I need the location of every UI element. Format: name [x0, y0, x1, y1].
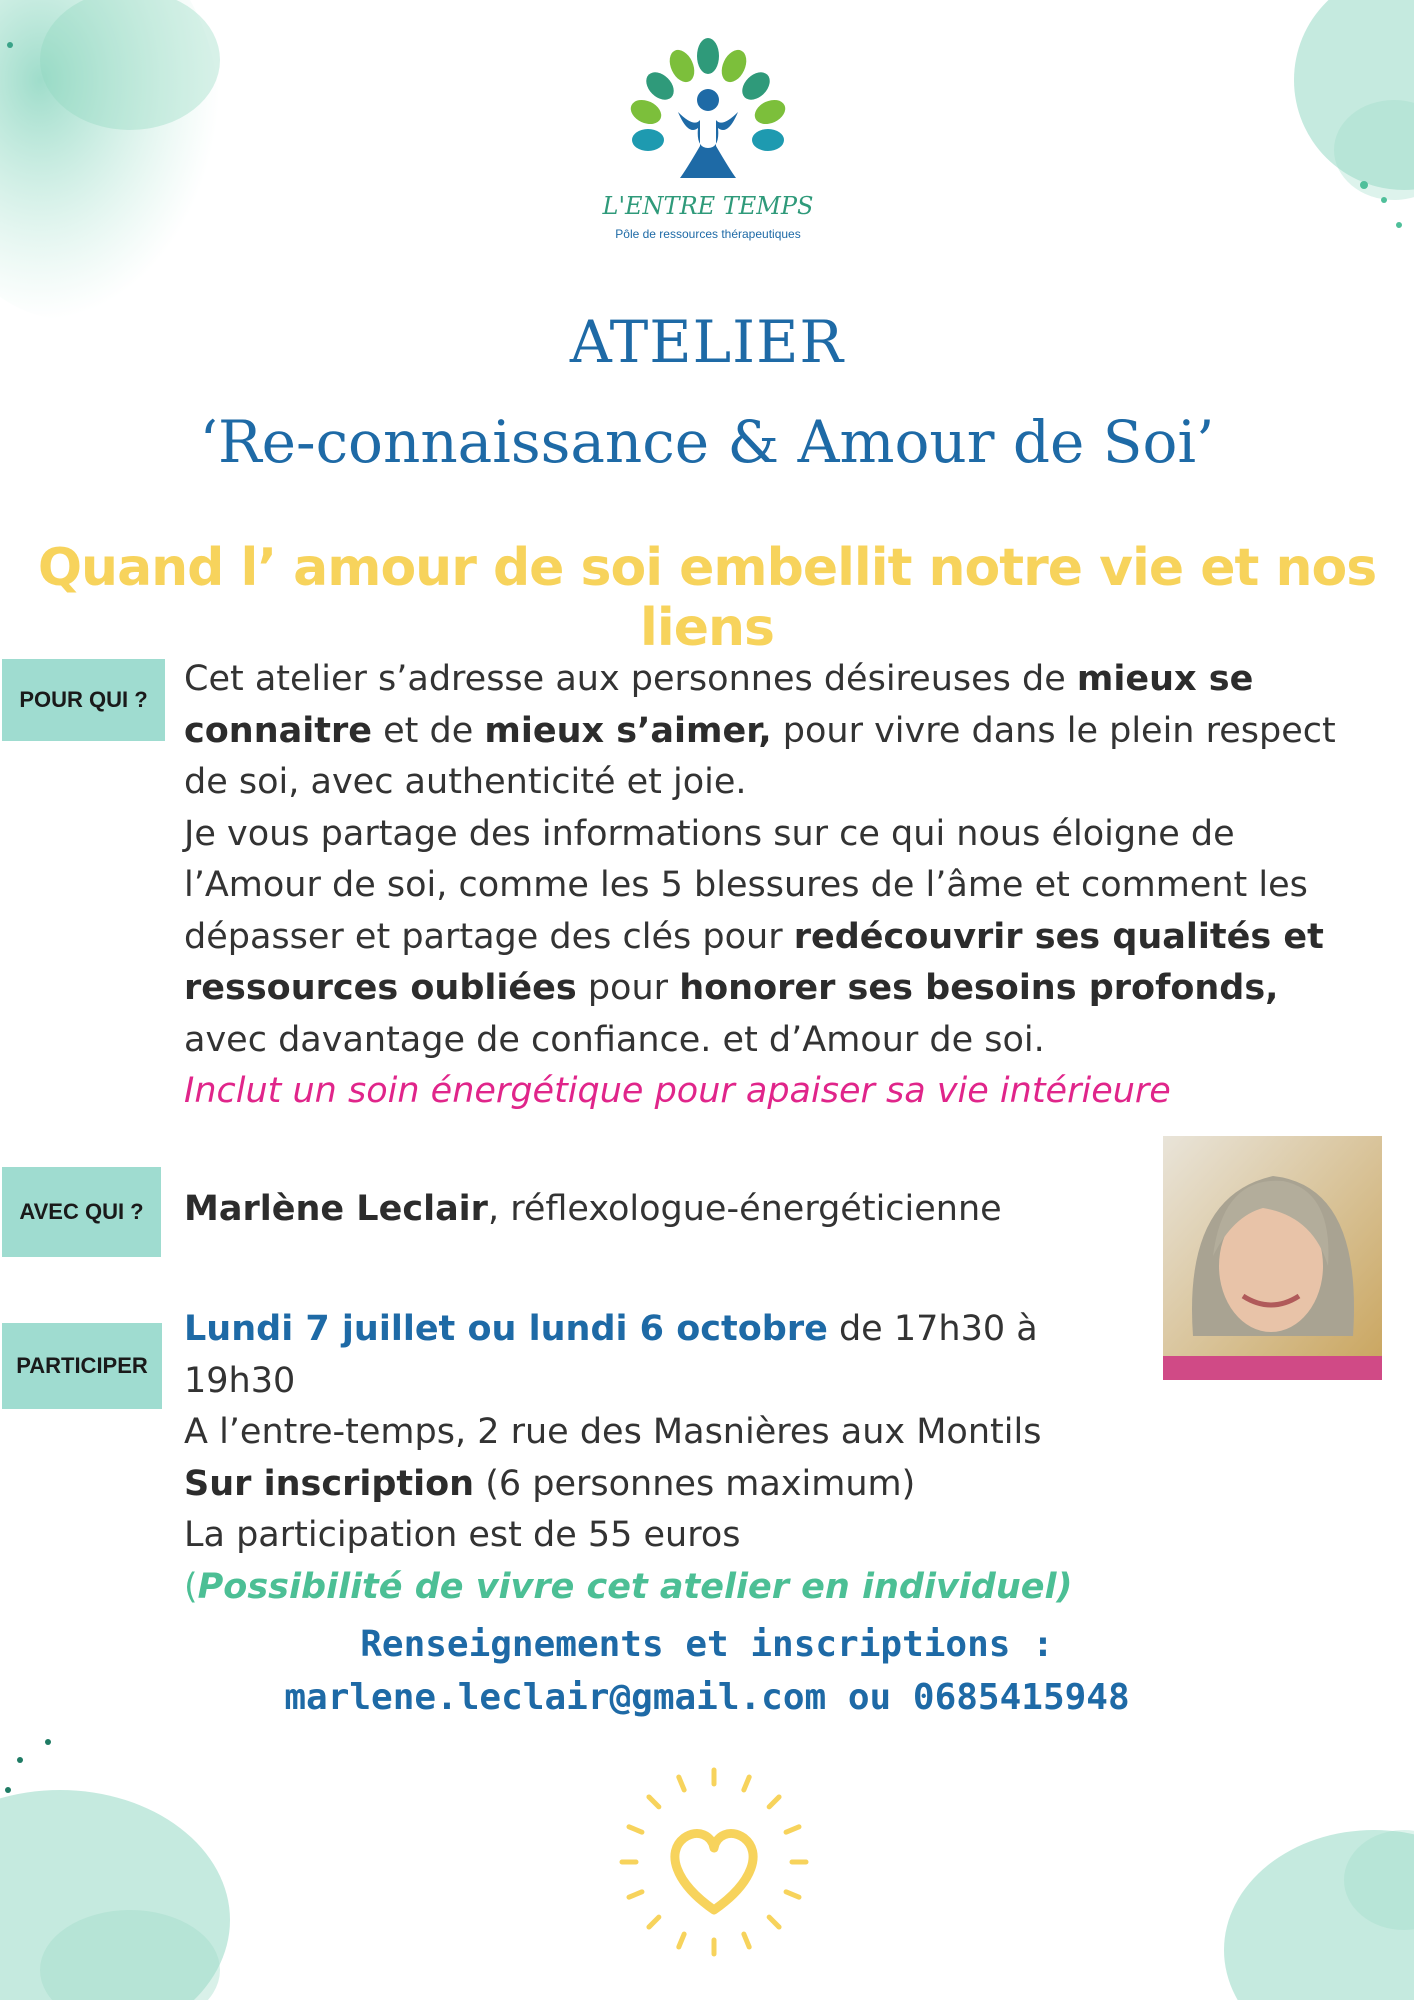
watercolor-splash-top-left	[0, 0, 240, 340]
text: et de	[371, 710, 485, 751]
paren: (	[184, 1566, 198, 1607]
contact-heading: Renseignements et inscriptions :	[360, 1624, 1054, 1665]
heart-ray	[744, 1934, 749, 1947]
individual-option: Possibilité de vivre cet atelier en individuel)	[197, 1566, 1073, 1607]
heart-ray	[786, 1827, 799, 1832]
watercolor-splash-top-right	[1274, 0, 1414, 250]
event-address: A l’entre-temps, 2 rue des Masnières aux Montils	[184, 1412, 1042, 1452]
contact-info	[0, 1618, 1414, 1724]
contact-details[interactable]: marlene.leclair@gmail.com ou 0685415948	[284, 1677, 1130, 1718]
logo-name: L'ENTRE TEMPS	[602, 192, 814, 220]
inscription-details: (6 personnes maximum)	[474, 1463, 916, 1504]
event-time: de 17h30 à 19h30	[184, 1309, 1038, 1401]
avec-qui-description	[184, 1184, 1084, 1236]
bold-text: mieux s’aimer,	[484, 710, 772, 751]
facilitator-role: , réflexologue-énergéticienne	[487, 1189, 1002, 1229]
meditating-figure-icon	[678, 89, 738, 178]
heart-ray	[679, 1777, 684, 1790]
highlight-text: Inclut un soin énergétique pour apaiser sa vie intérieure	[184, 1071, 1171, 1111]
text: pour	[576, 968, 680, 1008]
tagline: Quand l’ amour de soi embellit notre vie et nos liens	[37, 538, 1377, 658]
logo-tagline: Pôle de ressources thérapeutiques	[615, 227, 801, 241]
watercolor-splash-bottom-right	[1204, 1800, 1414, 2000]
heart-ray	[769, 1797, 779, 1807]
heart-sun-icon	[614, 1762, 814, 1962]
bold-text: mieux se connaitre	[184, 659, 1254, 751]
facilitator-photo	[1163, 1136, 1382, 1380]
heart-ray	[744, 1777, 749, 1790]
event-dates: Lundi 7 juillet ou lundi 6 octobre	[184, 1309, 828, 1349]
facilitator-name: Marlène Leclair	[184, 1189, 488, 1229]
heart-ray	[649, 1797, 659, 1807]
bold-text: redécouvrir ses qualités et ressources oubliées	[184, 916, 1324, 1008]
section-label-participer: PARTICIPER	[2, 1323, 162, 1409]
text: avec davantage de confiance. et d’Amour de soi.	[184, 1019, 1045, 1060]
watercolor-splash-bottom-left	[0, 1730, 230, 2000]
event-price: La participation est de 55 euros	[184, 1515, 741, 1555]
heart-ray	[769, 1917, 779, 1927]
heart-ray	[629, 1827, 642, 1832]
pour-qui-description	[184, 654, 1364, 1118]
heart-ray	[649, 1917, 659, 1927]
inscription-label: Sur inscription	[184, 1463, 475, 1504]
section-label-avec-qui: AVEC QUI ?	[2, 1167, 161, 1257]
text: Je vous partage des informations sur ce qui nous éloigne de l’Amour de soi, comme les 5 blessures de l’âme et comment les dépasser et partage des clés pour	[184, 813, 1308, 957]
heart-ray	[786, 1892, 799, 1897]
heart-ray	[679, 1934, 684, 1947]
bold-text: honorer ses besoins profonds,	[679, 968, 1279, 1008]
participer-details	[184, 1304, 1084, 1613]
logo	[594, 28, 822, 258]
heart-ray	[629, 1892, 642, 1897]
text: pour vivre dans le plein respect de soi, avec authenticité et joie.	[184, 710, 1336, 802]
section-label-pour-qui: POUR QUI ?	[2, 659, 165, 741]
page-title: ATELIER	[569, 308, 845, 376]
page-subtitle: ‘Re-connaissance & Amour de Soi’	[199, 408, 1215, 476]
text: Cet atelier s’adresse aux personnes désireuses de	[184, 659, 1077, 699]
